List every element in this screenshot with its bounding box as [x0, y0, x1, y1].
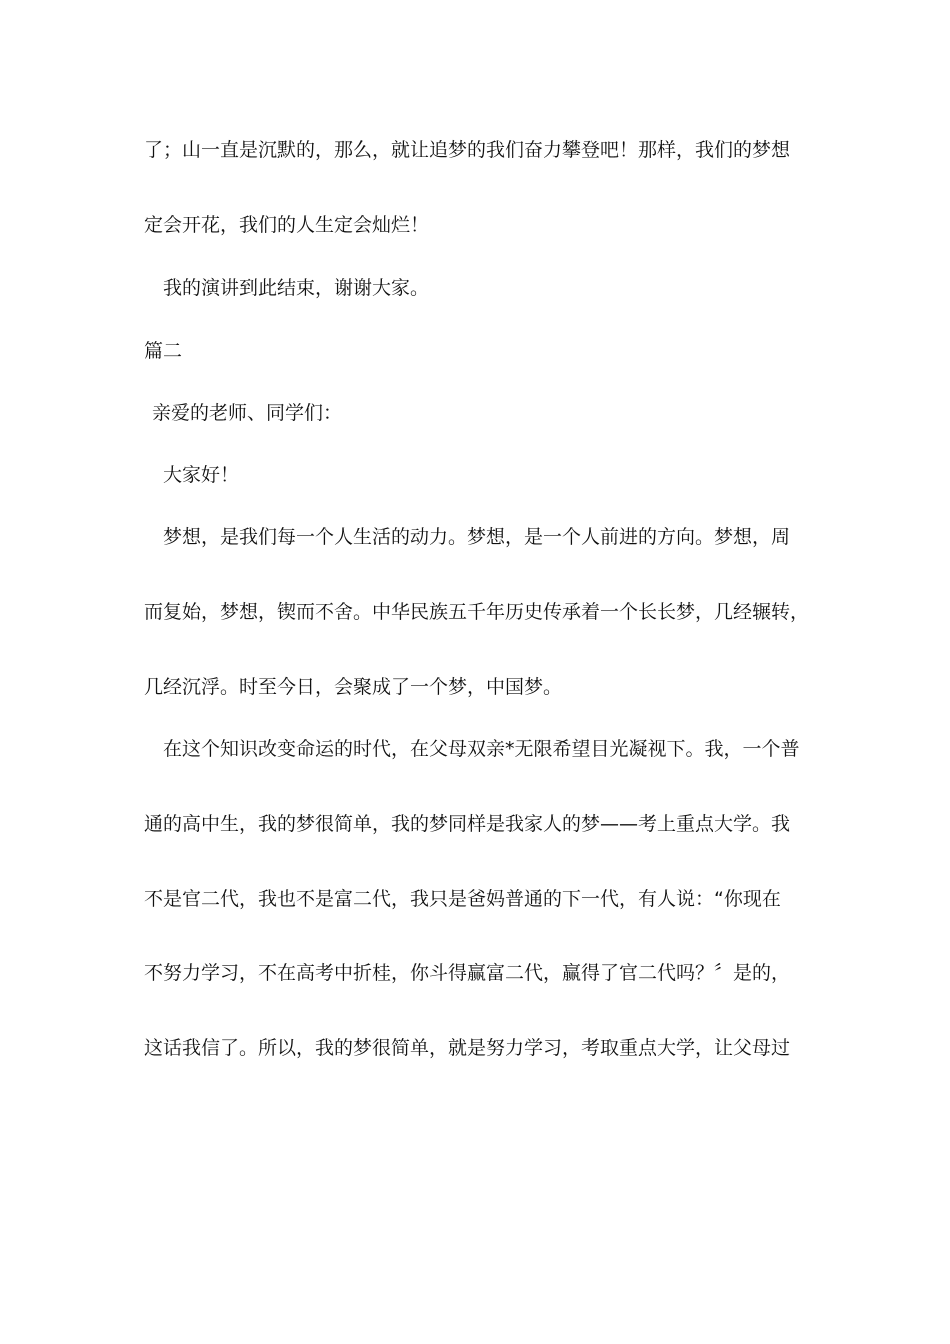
- closing-line: 我的演讲到此结束，谢谢大家。: [163, 277, 430, 299]
- paragraph-line-8: 不是官二代，我也不是富二代，我只是爸妈普通的下一代，有人说：“你现在: [144, 888, 781, 910]
- paragraph-line-6: 在这个知识改变命运的时代，在父母双亲*无限希望目光凝视下。我，一个普: [163, 738, 800, 760]
- section-heading: 篇二: [144, 340, 183, 362]
- paragraph-line-5: 几经沉浮。时至今日，会聚成了一个梦，中国梦。: [144, 676, 563, 698]
- salutation: 亲爱的老师、同学们：: [152, 402, 343, 424]
- paragraph-line-4: 而复始，梦想，锲而不舍。中华民族五千年历史传承着一个长长梦，几经辗转，: [144, 601, 810, 623]
- greeting: 大家好！: [163, 464, 240, 486]
- paragraph-line-3: 梦想，是我们每一个人生活的动力。梦想，是一个人前进的方向。梦想，周: [163, 526, 791, 548]
- paragraph-line-10: 这话我信了。所以，我的梦很简单，就是努力学习，考取重点大学，让父母过: [144, 1037, 791, 1059]
- paragraph-line-1: 了；山一直是沉默的，那么，就让追梦的我们奋力攀登吧！那样，我们的梦想: [144, 139, 791, 161]
- paragraph-line-2: 定会开花，我们的人生定会灿烂！: [144, 214, 430, 236]
- paragraph-line-7: 通的高中生，我的梦很简单，我的梦同样是我家人的梦——考上重点大学。我: [144, 813, 791, 835]
- paragraph-line-9: 不努力学习，不在高考中折桂，你斗得赢富二代，赢得了官二代吗？〞是的，: [144, 962, 791, 984]
